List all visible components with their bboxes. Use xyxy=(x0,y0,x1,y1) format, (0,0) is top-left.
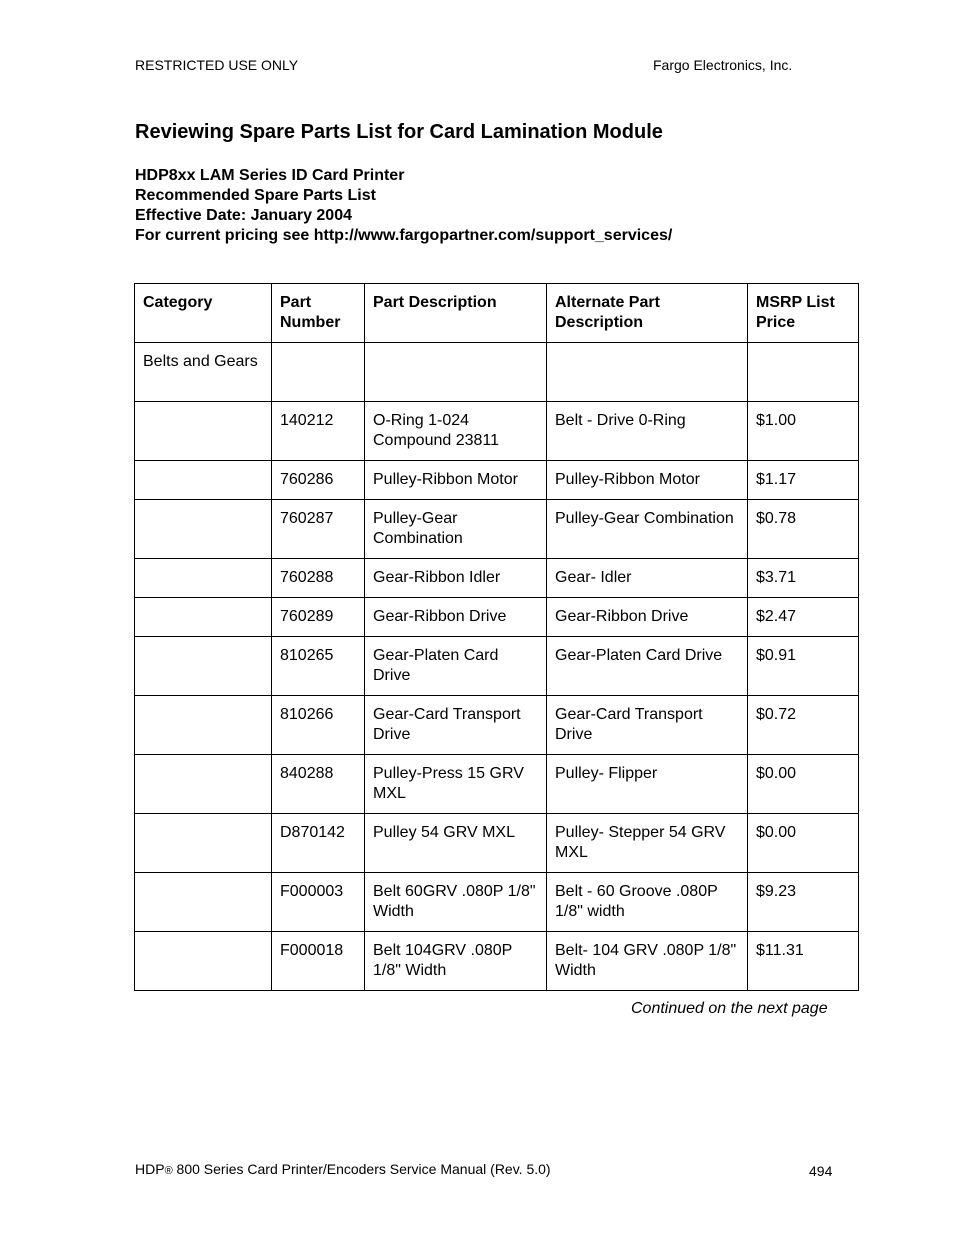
part-number-cell: F000018 xyxy=(272,932,365,991)
info-pricing-link: For current pricing see http://www.fargopartner.com/support_services/ xyxy=(135,227,673,244)
empty-cell xyxy=(272,343,365,402)
table-row xyxy=(135,559,859,598)
info-list-name: Recommended Spare Parts List xyxy=(135,187,376,204)
part-description-cell: Gear-Platen Card Drive xyxy=(365,637,547,696)
price-cell: $0.78 xyxy=(748,500,859,559)
part-description-cell: Pulley-Ribbon Motor xyxy=(365,461,547,500)
category-cell xyxy=(135,696,272,755)
footer-brand: HDP xyxy=(135,1161,165,1177)
table-row xyxy=(135,814,859,873)
column-header-category: Category xyxy=(135,284,272,343)
category-cell xyxy=(135,500,272,559)
alternate-description-cell: Gear- Idler xyxy=(547,559,748,598)
table-row xyxy=(135,637,859,696)
part-description-cell: Gear-Ribbon Idler xyxy=(365,559,547,598)
header-restricted-label: RESTRICTED USE ONLY xyxy=(135,57,299,73)
header-company-name: Fargo Electronics, Inc. xyxy=(653,57,793,73)
info-printer-series: HDP8xx LAM Series ID Card Printer xyxy=(135,167,405,184)
footer-manual-text: 800 Series Card Printer/Encoders Service Manual (Rev. 5.0) xyxy=(172,1161,551,1177)
part-description-cell: Gear-Card Transport Drive xyxy=(365,696,547,755)
column-header-part-number: Part Number xyxy=(272,284,365,343)
price-cell: $2.47 xyxy=(748,598,859,637)
empty-cell xyxy=(547,343,748,402)
part-number-cell: F000003 xyxy=(272,873,365,932)
alternate-description-cell: Pulley-Ribbon Motor xyxy=(547,461,748,500)
part-number-cell: 760289 xyxy=(272,598,365,637)
category-cell xyxy=(135,637,272,696)
table-row xyxy=(135,696,859,755)
alternate-description-cell: Pulley- Flipper xyxy=(547,755,748,814)
category-cell xyxy=(135,814,272,873)
column-header-part-description: Part Description xyxy=(365,284,547,343)
page-number: 494 xyxy=(809,1163,833,1179)
category-row xyxy=(135,343,859,402)
alternate-description-cell: Gear-Ribbon Drive xyxy=(547,598,748,637)
spare-parts-table xyxy=(134,283,859,991)
category-cell xyxy=(135,932,272,991)
document-info-block xyxy=(135,166,672,246)
price-cell: $0.72 xyxy=(748,696,859,755)
category-cell xyxy=(135,755,272,814)
table-row xyxy=(135,932,859,991)
price-cell: $0.00 xyxy=(748,755,859,814)
registered-mark: ® xyxy=(164,1165,173,1177)
price-cell: $9.23 xyxy=(748,873,859,932)
part-number-cell: 760287 xyxy=(272,500,365,559)
alternate-description-cell: Gear-Card Transport Drive xyxy=(547,696,748,755)
category-cell xyxy=(135,559,272,598)
part-number-cell: 760288 xyxy=(272,559,365,598)
part-number-cell: 810266 xyxy=(272,696,365,755)
empty-cell xyxy=(748,343,859,402)
table-row xyxy=(135,461,859,500)
empty-cell xyxy=(365,343,547,402)
table-row xyxy=(135,500,859,559)
category-cell: Belts and Gears xyxy=(135,343,272,402)
price-cell: $0.91 xyxy=(748,637,859,696)
alternate-description-cell: Pulley-Gear Combination xyxy=(547,500,748,559)
part-description-cell: O-Ring 1-024 Compound 23811 xyxy=(365,402,547,461)
part-number-cell: 840288 xyxy=(272,755,365,814)
price-cell: $1.17 xyxy=(748,461,859,500)
alternate-description-cell: Gear-Platen Card Drive xyxy=(547,637,748,696)
footer-manual-title xyxy=(135,1161,551,1177)
part-number-cell: 760286 xyxy=(272,461,365,500)
table-row xyxy=(135,598,859,637)
price-cell: $3.71 xyxy=(748,559,859,598)
category-cell xyxy=(135,461,272,500)
price-cell: $1.00 xyxy=(748,402,859,461)
table-row xyxy=(135,402,859,461)
part-description-cell: Gear-Ribbon Drive xyxy=(365,598,547,637)
price-cell: $0.00 xyxy=(748,814,859,873)
part-description-cell: Pulley-Gear Combination xyxy=(365,500,547,559)
info-effective-date: Effective Date: January 2004 xyxy=(135,207,352,224)
price-cell: $11.31 xyxy=(748,932,859,991)
category-cell xyxy=(135,402,272,461)
part-description-cell: Belt 60GRV .080P 1/8" Width xyxy=(365,873,547,932)
part-description-cell: Belt 104GRV .080P 1/8" Width xyxy=(365,932,547,991)
page-title: Reviewing Spare Parts List for Card Lamination Module xyxy=(135,121,663,143)
table-row xyxy=(135,873,859,932)
column-header-msrp: MSRP List Price xyxy=(748,284,859,343)
alternate-description-cell: Belt - 60 Groove .080P 1/8" width xyxy=(547,873,748,932)
continued-note: Continued on the next page xyxy=(631,1000,828,1017)
part-description-cell: Pulley 54 GRV MXL xyxy=(365,814,547,873)
alternate-description-cell: Belt- 104 GRV .080P 1/8" Width xyxy=(547,932,748,991)
table-row xyxy=(135,755,859,814)
table-header-row xyxy=(135,284,859,343)
alternate-description-cell: Pulley- Stepper 54 GRV MXL xyxy=(547,814,748,873)
part-number-cell: D870142 xyxy=(272,814,365,873)
category-cell xyxy=(135,598,272,637)
part-description-cell: Pulley-Press 15 GRV MXL xyxy=(365,755,547,814)
column-header-alternate-description: Alternate Part Description xyxy=(547,284,748,343)
alternate-description-cell: Belt - Drive 0-Ring xyxy=(547,402,748,461)
part-number-cell: 810265 xyxy=(272,637,365,696)
category-cell xyxy=(135,873,272,932)
part-number-cell: 140212 xyxy=(272,402,365,461)
